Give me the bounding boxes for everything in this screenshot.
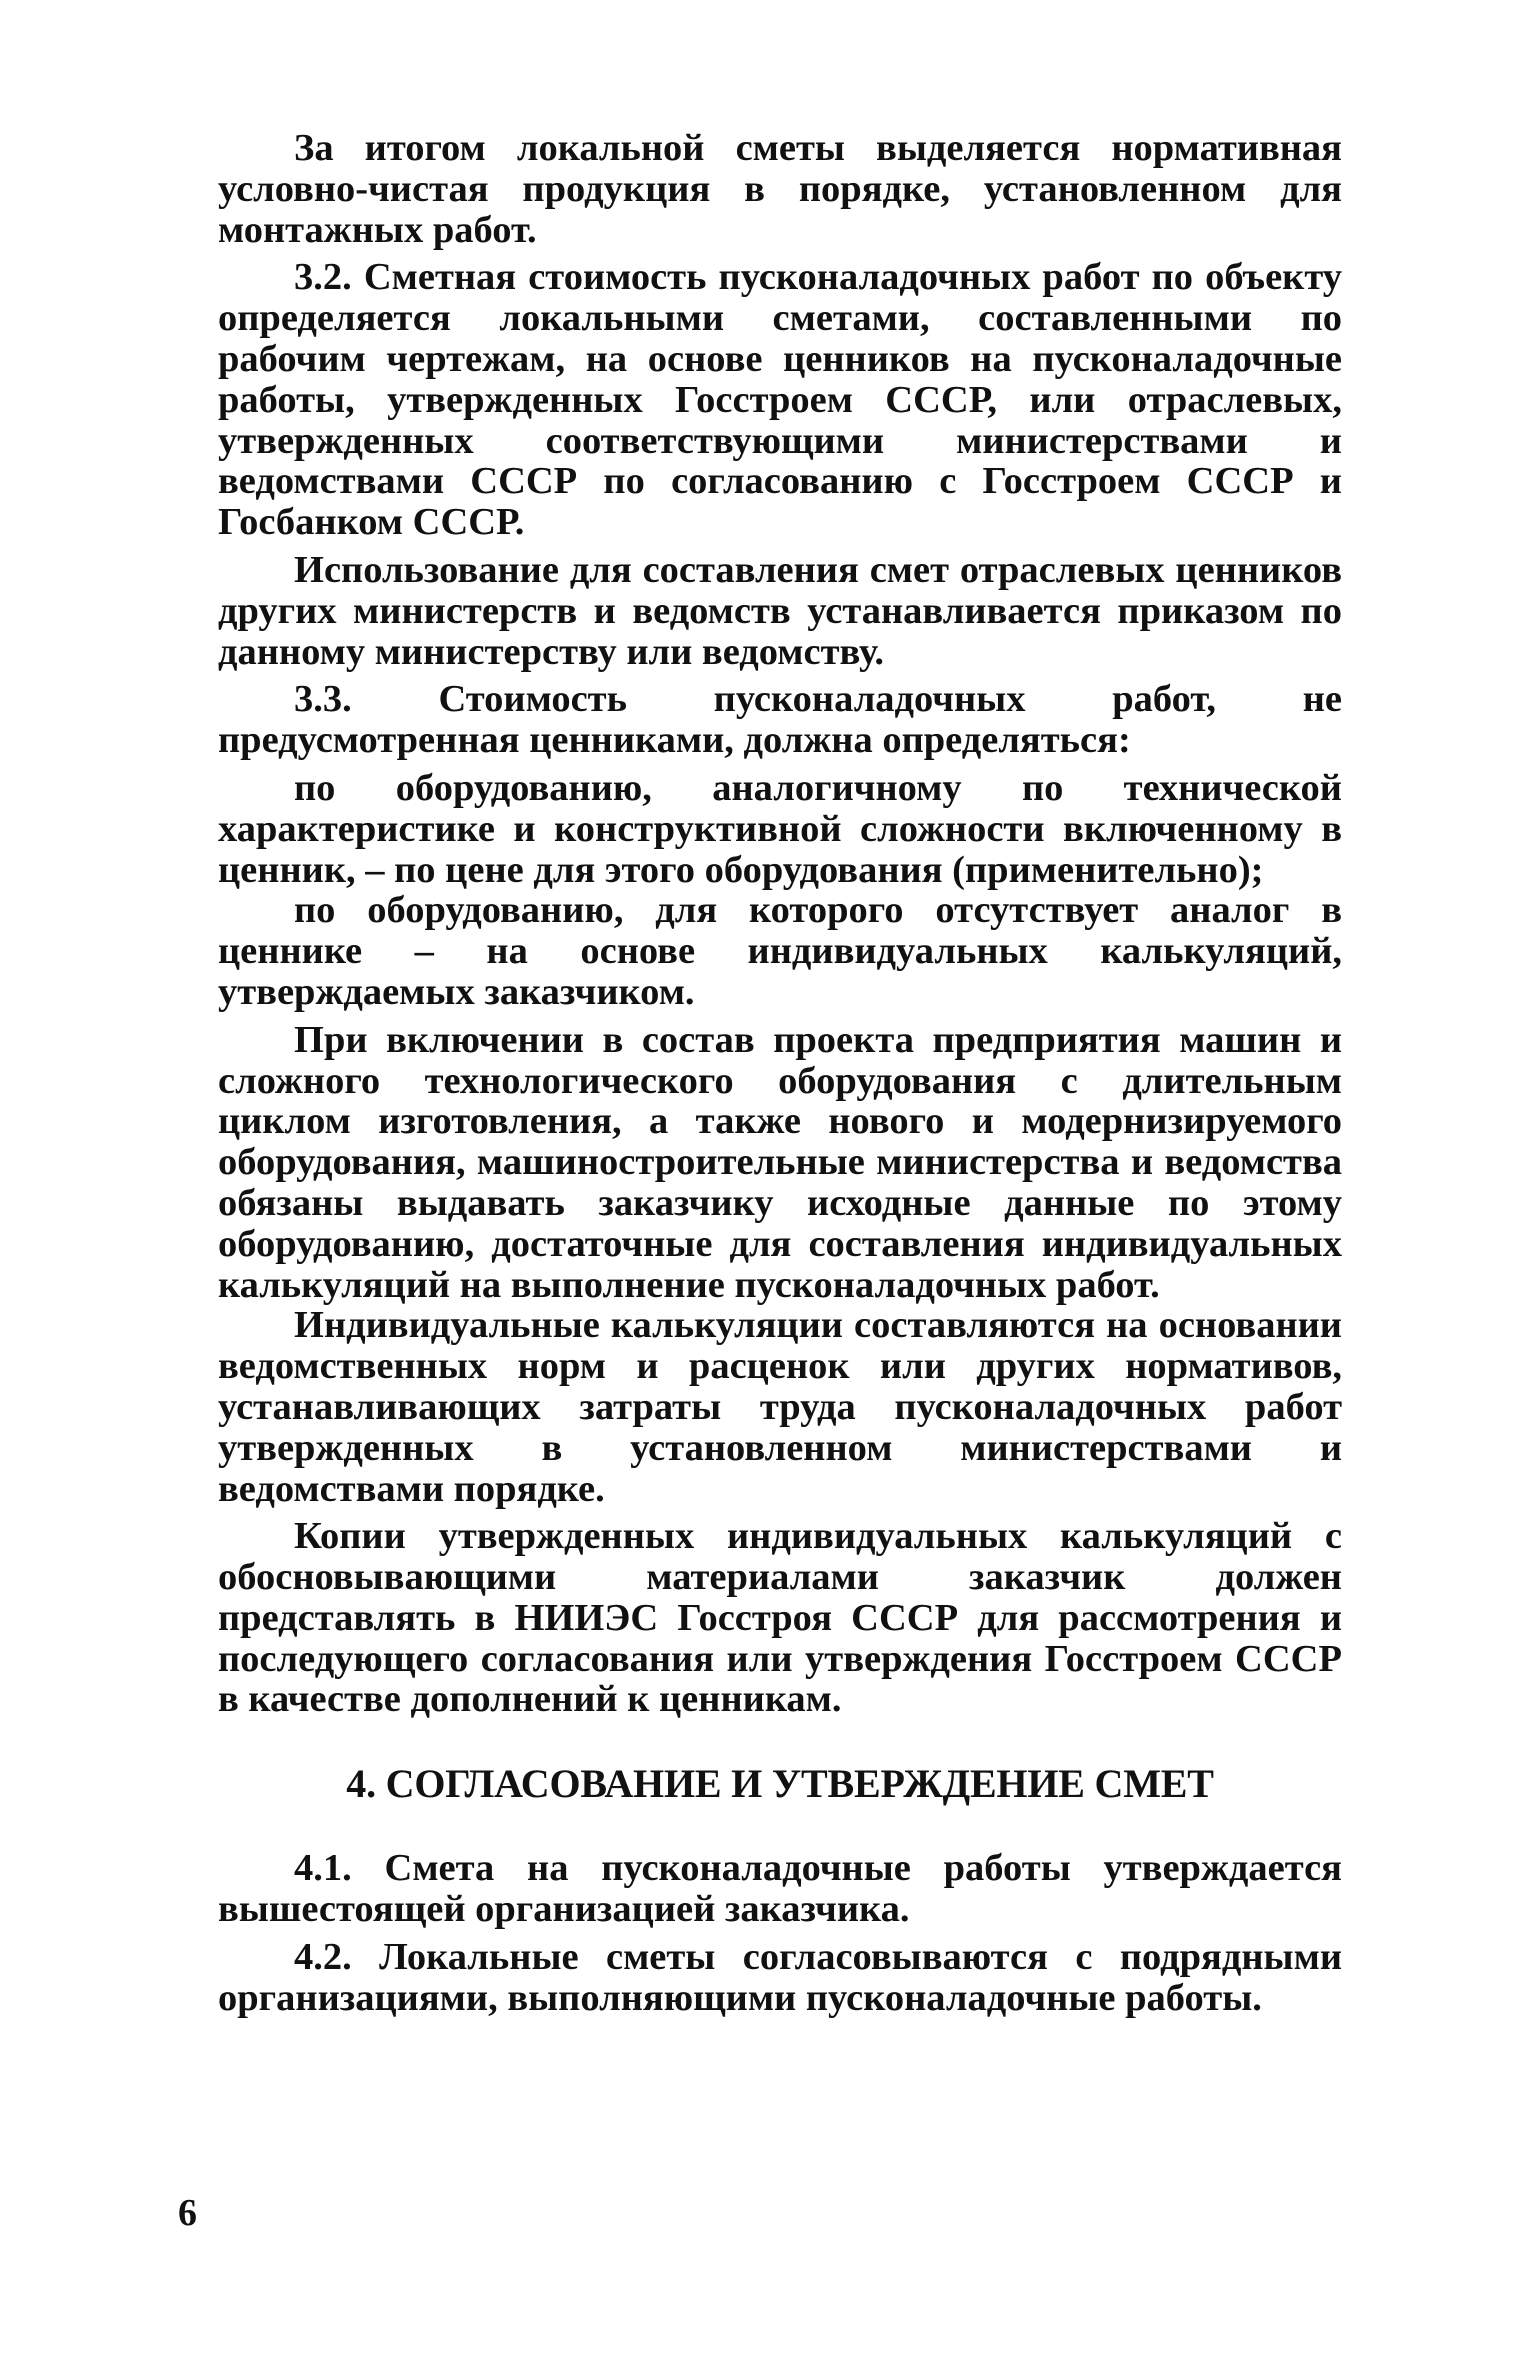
- section-4-heading: 4. СОГЛАСОВАНИЕ И УТВЕРЖДЕНИЕ СМЕТ: [346, 1761, 1214, 1807]
- paragraph-4-2: 4.2. Локальные сметы согласовываются с подрядными организациями, выполняющими пусконаладочные работы.: [218, 1935, 1342, 2019]
- document-body: [218, 128, 1342, 2018]
- paragraph-3-3-cost-definition: 3.3. Стоимость пусконаладочных работ, не предусмотренная ценниками, должна определяться:: [218, 678, 1342, 762]
- paragraph-equipment-without-analog: по оборудованию, для которого отсутствует аналог в ценнике – на основе индивидуальных калькуляций, утверждаемых заказчиком.: [218, 889, 1342, 1013]
- paragraph-3-2-estimated-cost: 3.2. Сметная стоимость пусконаладочных работ по объекту определяется локальными сметами, составленными по рабочим чертежам, на основе ценников на пусконаладочные работы, утвержденных Госстроем СССР, или отраслевых, утвержденных соответствующими министерствами и ведомствами СССР по согласованию с Госстроем СССР и Госбанком СССР.: [218, 256, 1342, 544]
- paragraph-complex-equipment: При включении в состав проекта предприятия машин и сложного технологического оборудования с длительным циклом изготовления, а также нового и модернизируемого оборудования, машиностроительные министерства и ведомства обязаны выдавать заказчику исходные данные по этому оборудованию, достаточные для составления индивидуальных калькуляций на выполнение пусконаладочных работ.: [218, 1018, 1342, 1306]
- paragraph-individual-calculations: Индивидуальные калькуляции составляются на основании ведомственных норм и расценок или других нормативов, устанавливающих затраты труда пусконаладочных работ утвержденных в установленном министерствами и ведомствами порядке.: [218, 1304, 1342, 1510]
- paragraph-copies-of-calculations: Копии утвержденных индивидуальных калькуляций с обосновывающими материалами заказчик должен представлять в НИИЭС Госстроя СССР для рассмотрения и последующего согласования или утверждения Госстроем СССР в качестве дополнений к ценникам.: [218, 1515, 1342, 1721]
- paragraph-net-production: За итогом локальной сметы выделяется нормативная условно-чистая продукция в порядке, установленном для монтажных работ.: [218, 127, 1342, 251]
- page-number: 6: [178, 2192, 197, 2234]
- paragraph-4-1: 4.1. Смета на пусконаладочные работы утверждается вышестоящей организацией заказчика.: [218, 1847, 1342, 1931]
- paragraph-analogous-equipment: по оборудованию, аналогичному по технической характеристике и конструктивной сложности включенному в ценник, – по цене для этого оборудования (применительно);: [218, 766, 1342, 891]
- paragraph-price-list-usage: Использование для составления смет отраслевых ценников других министерств и ведомств устанавливается приказом по данному министерству или ведомству.: [218, 548, 1342, 673]
